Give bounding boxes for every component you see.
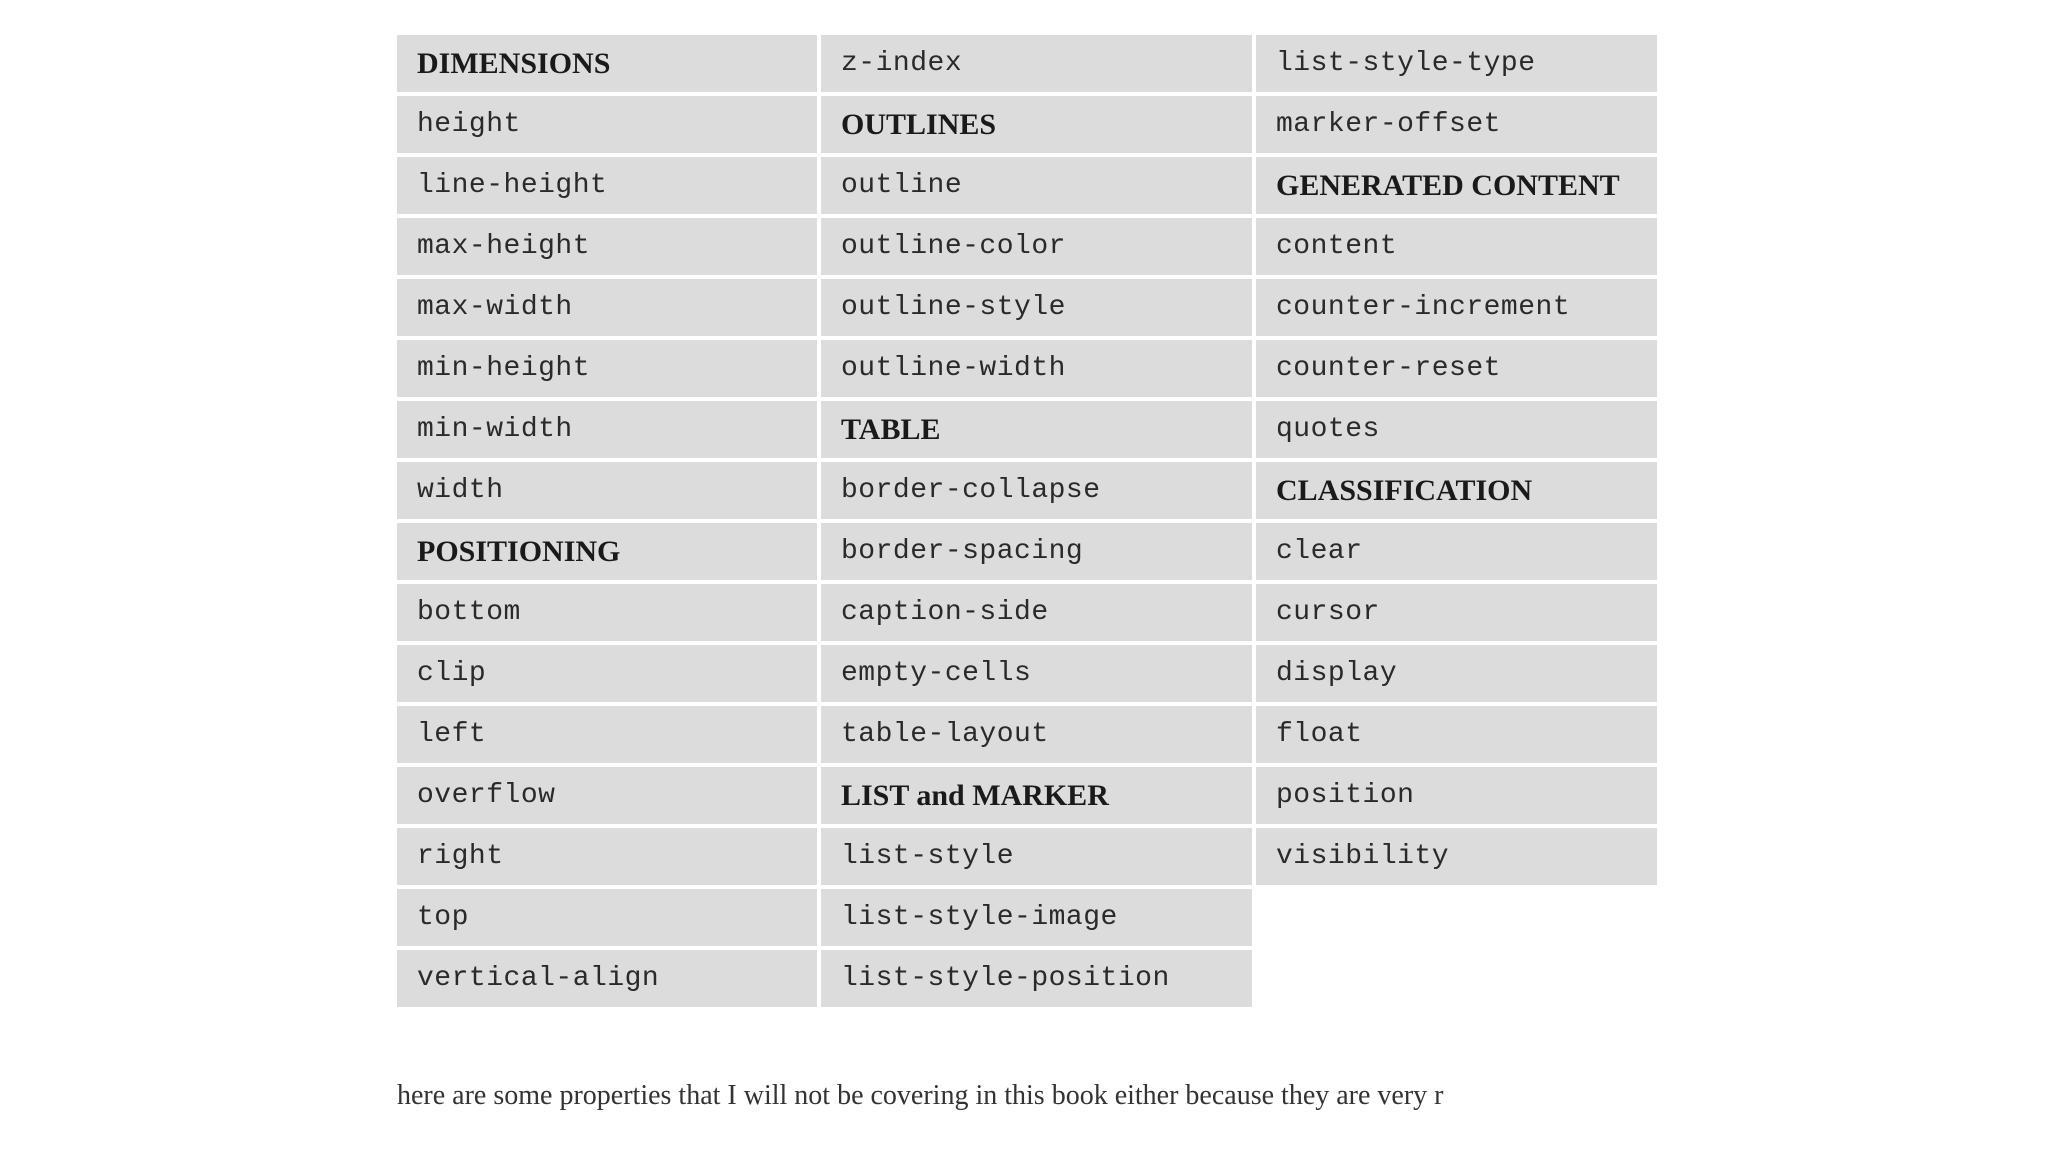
section-heading-classification: CLASSIFICATION (1256, 462, 1657, 519)
property-cell-width: width (397, 462, 817, 519)
property-cell-list-style-position: list-style-position (821, 950, 1252, 1007)
section-heading-positioning: POSITIONING (397, 523, 817, 580)
property-cell-line-height: line-height (397, 157, 817, 214)
property-cell-counter-reset: counter-reset (1256, 340, 1657, 397)
footer-paragraph-clip (397, 1080, 1657, 1111)
properties-column-2 (821, 35, 1252, 1011)
property-cell-border-spacing: border-spacing (821, 523, 1252, 580)
property-cell-outline-width: outline-width (821, 340, 1252, 397)
property-cell-cursor: cursor (1256, 584, 1657, 641)
property-cell-min-width: min-width (397, 401, 817, 458)
property-cell-list-style-type: list-style-type (1256, 35, 1657, 92)
property-cell-height: height (397, 96, 817, 153)
property-cell-float: float (1256, 706, 1657, 763)
property-cell-position: position (1256, 767, 1657, 824)
properties-column-1 (397, 35, 817, 1011)
property-cell-min-height: min-height (397, 340, 817, 397)
property-cell-table-layout: table-layout (821, 706, 1252, 763)
property-cell-max-width: max-width (397, 279, 817, 336)
section-heading-dimensions: DIMENSIONS (397, 35, 817, 92)
property-cell-border-collapse: border-collapse (821, 462, 1252, 519)
property-cell-top: top (397, 889, 817, 946)
property-cell-quotes: quotes (1256, 401, 1657, 458)
property-cell-marker-offset: marker-offset (1256, 96, 1657, 153)
section-heading-generated-content: GENERATED CONTENT (1256, 157, 1657, 214)
property-cell-outline-color: outline-color (821, 218, 1252, 275)
property-cell-outline: outline (821, 157, 1252, 214)
property-cell-right: right (397, 828, 817, 885)
properties-column-3 (1256, 35, 1657, 889)
property-cell-bottom: bottom (397, 584, 817, 641)
section-heading-outlines: OUTLINES (821, 96, 1252, 153)
property-cell-overflow: overflow (397, 767, 817, 824)
property-cell-caption-side: caption-side (821, 584, 1252, 641)
property-cell-vertical-align: vertical-align (397, 950, 817, 1007)
property-cell-empty-cells: empty-cells (821, 645, 1252, 702)
property-cell-display: display (1256, 645, 1657, 702)
footer-paragraph: here are some properties that I will not be covering in this book either because they are very r (397, 1080, 1444, 1111)
property-cell-left: left (397, 706, 817, 763)
property-cell-counter-increment: counter-increment (1256, 279, 1657, 336)
property-cell-content: content (1256, 218, 1657, 275)
property-cell-clear: clear (1256, 523, 1657, 580)
property-cell-list-style-image: list-style-image (821, 889, 1252, 946)
property-cell-outline-style: outline-style (821, 279, 1252, 336)
section-heading-list-and-marker: LIST and MARKER (821, 767, 1252, 824)
property-cell-z-index: z-index (821, 35, 1252, 92)
property-cell-list-style: list-style (821, 828, 1252, 885)
property-cell-clip: clip (397, 645, 817, 702)
section-heading-table: TABLE (821, 401, 1252, 458)
property-cell-max-height: max-height (397, 218, 817, 275)
property-cell-visibility: visibility (1256, 828, 1657, 885)
